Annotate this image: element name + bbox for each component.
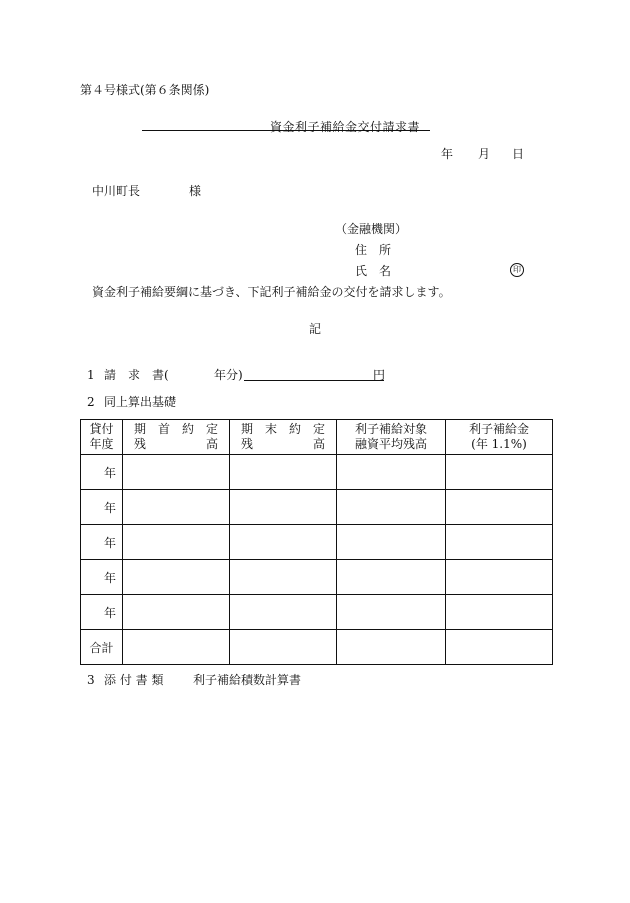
average-balance-cell[interactable]: [337, 595, 446, 630]
header-closing-balance: 期 末 約 定 残 高: [230, 420, 337, 455]
form-number: 第４号様式(第６条関係): [80, 83, 210, 97]
amount-field[interactable]: [244, 366, 384, 381]
opening-balance-cell[interactable]: [123, 560, 230, 595]
opening-balance-cell[interactable]: [123, 455, 230, 490]
subsidy-cell[interactable]: [446, 490, 553, 525]
item1-number: 1: [87, 368, 95, 382]
total-label: 合計: [81, 630, 123, 665]
date-day: 日: [512, 147, 525, 161]
header-subsidy: 利子補給金 (年 1.1%): [446, 420, 553, 455]
date-year: 年: [441, 147, 454, 161]
average-balance-cell[interactable]: [337, 455, 446, 490]
total-opening-balance-cell[interactable]: [123, 630, 230, 665]
table-row: [81, 595, 553, 630]
item2-label: 同上算出基礎: [104, 395, 177, 409]
row-year-label: 年: [81, 490, 123, 525]
table-row: [81, 490, 553, 525]
subsidy-cell[interactable]: [446, 595, 553, 630]
closing-balance-cell[interactable]: [230, 455, 337, 490]
addressee-honorific: 様: [189, 184, 202, 198]
document-title: 資金利子補給金交付請求書: [270, 120, 421, 134]
date-month: 月: [478, 147, 491, 161]
applicant-org-label: （金融機関）: [335, 222, 408, 236]
average-balance-cell[interactable]: [337, 560, 446, 595]
table-row: [81, 560, 553, 595]
item3-label: 添 付 書 類: [104, 673, 164, 687]
closing-balance-cell[interactable]: [230, 525, 337, 560]
row-year-label: 年: [81, 525, 123, 560]
subsidy-cell[interactable]: [446, 525, 553, 560]
total-average-balance-cell[interactable]: [337, 630, 446, 665]
item3-value: 利子補給積数計算書: [193, 673, 302, 687]
average-balance-cell[interactable]: [337, 490, 446, 525]
item2-number: 2: [87, 395, 95, 409]
applicant-name-label: 氏 名: [355, 264, 392, 278]
header-opening-balance: 期 首 約 定 残 高: [123, 420, 230, 455]
seal-mark: 印: [510, 263, 524, 277]
opening-balance-cell[interactable]: [123, 595, 230, 630]
applicant-address-label: 住 所: [355, 243, 392, 257]
item1-yen: 円: [373, 368, 386, 382]
statement-text: 資金利子補給要綱に基づき、下記利子補給金の交付を請求します。: [92, 285, 451, 299]
ki-heading: 記: [309, 322, 322, 336]
table-row: [81, 455, 553, 490]
calculation-table: [80, 419, 553, 665]
header-loan-year: 貸付 年度: [81, 420, 123, 455]
addressee-name: 中川町長: [92, 184, 141, 198]
table-total-row: [81, 630, 553, 665]
row-year-label: 年: [81, 455, 123, 490]
average-balance-cell[interactable]: [337, 525, 446, 560]
item1-year-part: 年分): [214, 368, 243, 382]
total-closing-balance-cell[interactable]: [230, 630, 337, 665]
item1-label: 請 求 書(: [104, 368, 169, 382]
opening-balance-cell[interactable]: [123, 490, 230, 525]
closing-balance-cell[interactable]: [230, 595, 337, 630]
closing-balance-cell[interactable]: [230, 560, 337, 595]
header-average-balance: 利子補給対象 融資平均残高: [337, 420, 446, 455]
item3-number: 3: [87, 673, 95, 687]
table-header-row: [81, 420, 553, 455]
subsidy-cell[interactable]: [446, 560, 553, 595]
row-year-label: 年: [81, 560, 123, 595]
subsidy-cell[interactable]: [446, 455, 553, 490]
opening-balance-cell[interactable]: [123, 525, 230, 560]
closing-balance-cell[interactable]: [230, 490, 337, 525]
row-year-label: 年: [81, 595, 123, 630]
table-row: [81, 525, 553, 560]
total-subsidy-cell[interactable]: [446, 630, 553, 665]
